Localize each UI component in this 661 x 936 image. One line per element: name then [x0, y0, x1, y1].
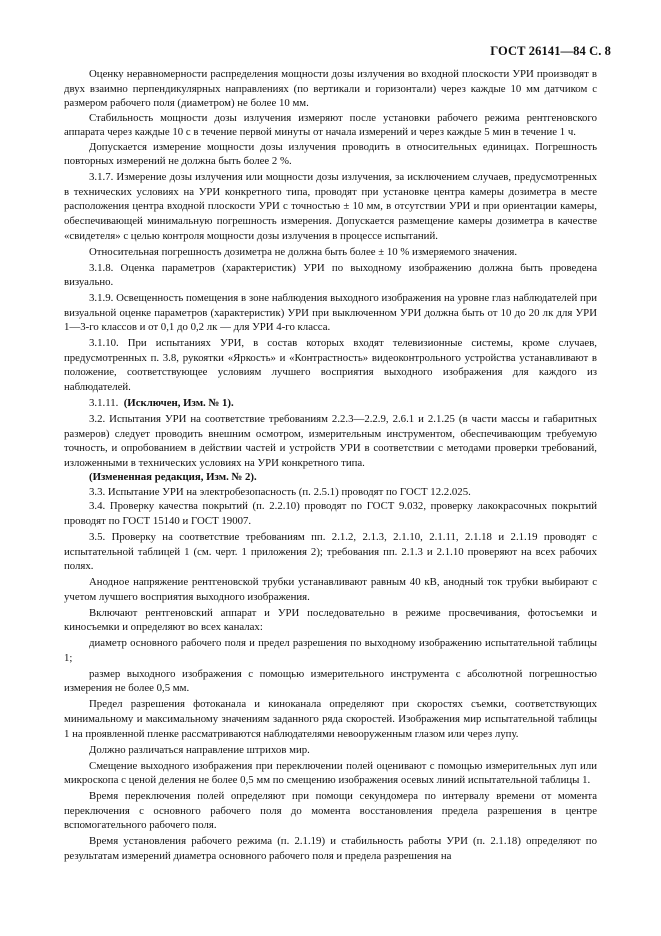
paragraph: 3.2. Испытания УРИ на соответствие требованиям 2.2.3—2.2.9, 2.6.1 и 2.1.25 (в части массы и габаритных размеров) следует проводить внешним осмотром, измерительным инструментом, обеспечивающим требуемую точность, и опробованием в действии частей и устройств УРИ в соответствии с методами проверки требований, изложенными в технических условиях на УРИ конкретного типа. [64, 413, 597, 469]
paragraph: 3.1.8. Оценка параметров (характеристик) УРИ по выходному изображению должна быть проведена визуально. [64, 261, 597, 289]
amendment-note: (Измененная редакция, Изм. № 2). [89, 471, 257, 484]
paragraph: Оценку неравномерности распределения мощности дозы излучения во входной плоскости УРИ производят в двух взаимно перпендикулярных направлениях (по вертикали и горизонтали) через каждые 10 мм датчиком с размером рабочего поля (диаметром) не более 10 мм. [64, 68, 597, 110]
paragraph: Время переключения полей определяют при помощи секундомера по интервалу времени от момента переключения с основного рабочего поля до момента восстановления предела разрешения в центре вспомогательного рабочего поля. [64, 790, 597, 832]
excluded-note: (Исключен, Изм. № 1). [123, 397, 234, 410]
paragraph: Допускается измерение мощности дозы излучения проводить в относительных единицах. Погрешность повторных измерений не должна быть более 2 %. [64, 140, 597, 168]
paragraph: Включают рентгеновский аппарат и УРИ последовательно в режиме просвечивания, фотосъемки и киносъемки и определяют во всех каналах: [64, 606, 597, 634]
paragraph: Стабильность мощности дозы излучения измеряют после установки рабочего режима рентгеновского аппарата через каждые 10 с в течение первой минуты от начала измерений и через каждые 5 мин в течение 1 ч. [64, 111, 597, 139]
paragraph: 3.1.7. Измерение дозы излучения или мощности дозы излучения, за исключением случаев, предусмотренных в технических условиях на УРИ конкретного типа, проводят при установке центра камеры дозиметра в месте расположения центра входной плоскости УРИ с точностью ± 10 мм, в отсутствии УРИ и при ориентации камеры, обеспечивающей минимальную погрешность измерения. Допускается размещение камеры дозиметра в качестве «свидетеля» с целью контроля мощности дозы излучения в процессе испытаний. [64, 171, 597, 242]
paragraph: 3.4. Проверку качества покрытий (п. 2.2.10) проводят по ГОСТ 9.032, проверку лакокрасочных покрытий проводят по ГОСТ 15140 и ГОСТ 19007. [64, 500, 597, 527]
paragraph: размер выходного изображения с помощью измерительного инструмента с абсолютной погрешностью измерения не более 0,5 мм. [64, 667, 597, 695]
paragraph: 3.5. Проверку на соответствие требованиям пп. 2.1.2, 2.1.3, 2.1.10, 2.1.11, 2.1.18 и 2.1.19 проводят с испытательной таблицей 1 (см. черт. 1 приложения 2); требования пп. 2.1.3 и 2.1.10 проверяют на всех рабочих полях. [64, 530, 597, 573]
paragraph: Анодное напряжение рентгеновской трубки устанавливают равным 40 кВ, анодный ток трубки выбирают с учетом лучшего восприятия выходного изображения. [64, 576, 597, 603]
paragraph: диаметр основного рабочего поля и предел разрешения по выходному изображению испытательной таблицы 1; [64, 637, 597, 664]
paragraph: Предел разрешения фотоканала и киноканала определяют при скоростях съемки, соответствующих минимальному и максимальному значениям заданного ряда скоростей. Изображения мир испытательной таблицы 1 на проявленной пленке рассматриваются наблюдателями невооруженным глазом или через лупу. [64, 698, 597, 740]
paragraph: Относительная погрешность дозиметра не должна быть более ± 10 % измеряемого значения. [89, 245, 518, 258]
paragraph: 3.3. Испытание УРИ на электробезопасность (п. 2.5.1) проводят по ГОСТ 12.2.025. [89, 485, 471, 498]
paragraph-excluded [64, 396, 597, 411]
paragraph: Время установления рабочего режима (п. 2.1.19) и стабильность работы УРИ (п. 2.1.18) определяют по результатам измерений диаметра основного рабочего поля и предела разрешения на [64, 835, 597, 862]
paragraph: 3.1.9. Освещенность помещения в зоне наблюдения выходного изображения на уровне глаз наблюдателей при визуальной оценке параметров (характеристик) УРИ при выключенном УРИ должна быть от 10 до 20 лк для УРИ 1—3-го классов и от 0,1 до 0,2 лк — для УРИ 4-го класса. [64, 292, 597, 334]
paragraph: Должно различаться направление штрихов мир. [89, 743, 310, 756]
clause-number: 3.1.11. [89, 397, 119, 410]
document-body [64, 67, 597, 863]
page-header: ГОСТ 26141—84 С. 8 [490, 44, 611, 58]
paragraph: Смещение выходного изображения при переключении полей оценивают с помощью измерительных луп или микроскопа с ценой деления не более 0,5 мм по смещению изображения осевых линий испытательной таблицы 1. [64, 759, 597, 787]
paragraph: 3.1.10. При испытаниях УРИ, в состав которых входят телевизионные системы, кроме случаев, предусмотренных п. 3.8, рукоятки «Яркость» и «Контрастность» видеоконтрольного устройства устанавливают в положение, соответствующее условиям лучшего восприятия выходного изображения для каждого из наблюдателей. [64, 337, 597, 393]
